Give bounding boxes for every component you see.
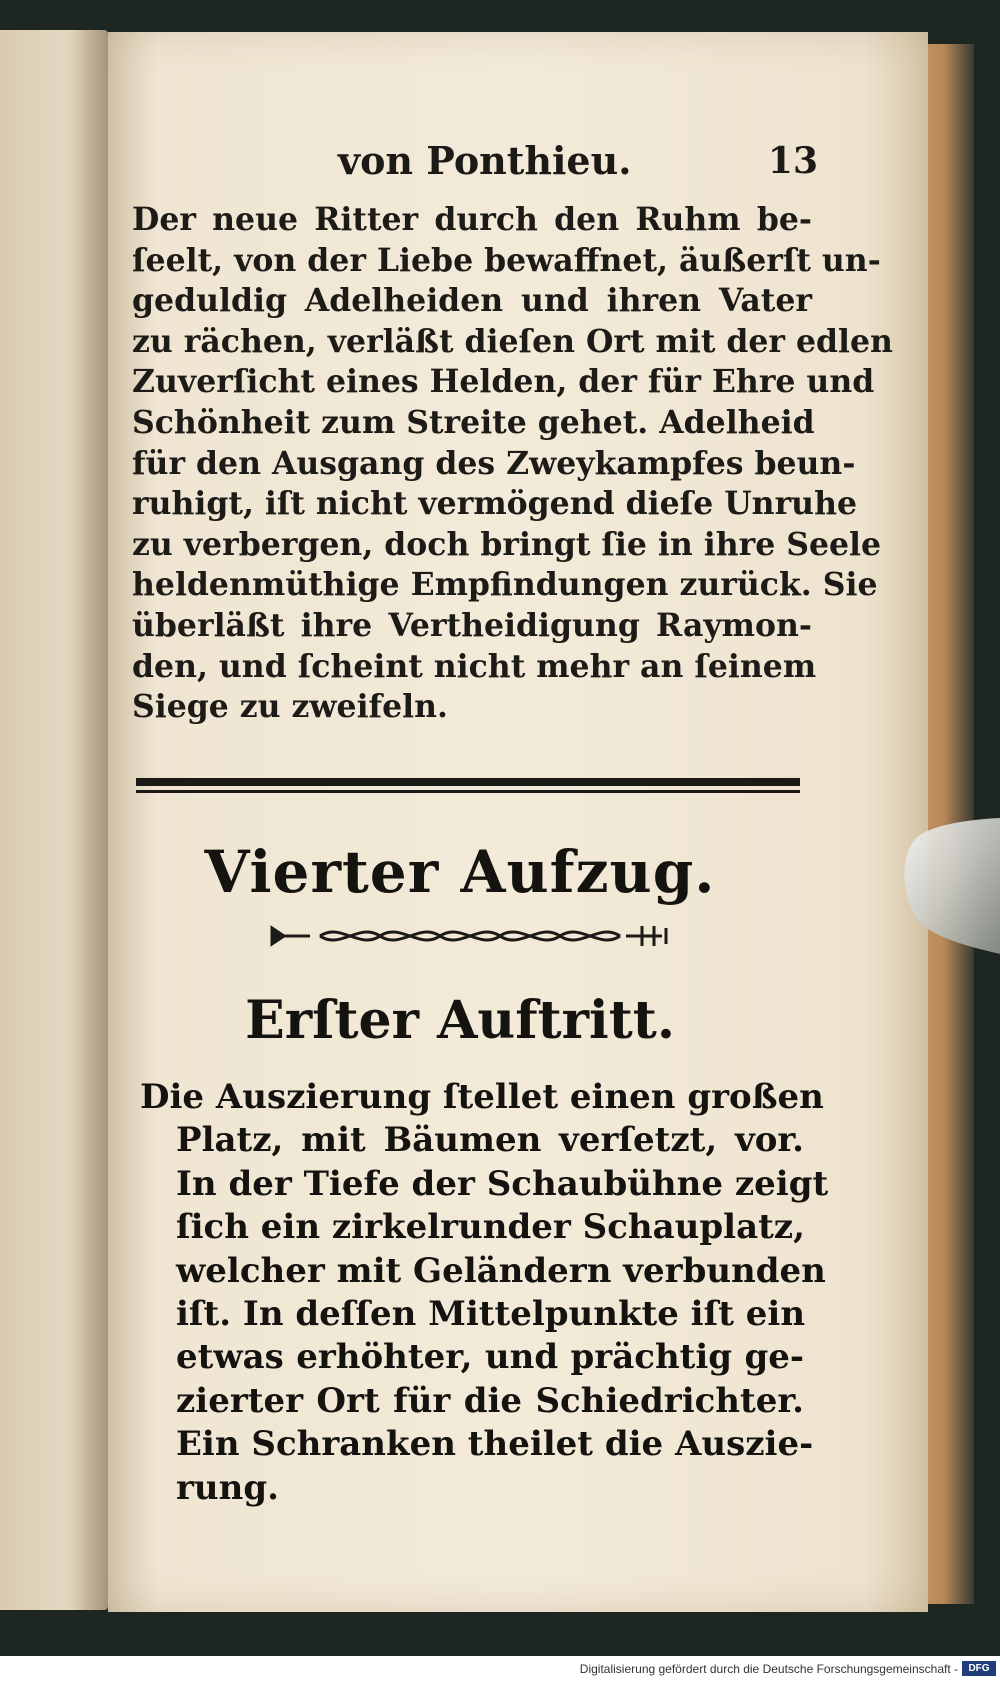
text-line: zu rächen, verläßt dieſen Ort mit der edlen	[132, 322, 893, 360]
text-line: Ein Schranken theilet die Auszie-	[176, 1424, 814, 1465]
text-line: rung.	[176, 1467, 279, 1508]
text-line: Siege zu zweifeln.	[132, 688, 448, 726]
book-gutter	[64, 30, 108, 1610]
page-header	[338, 138, 818, 188]
act-heading: Vierter Aufzug.	[204, 838, 716, 906]
text-line: für den Ausgang des Zweykampfes beun-	[132, 444, 856, 482]
text-line: Die Auszierung ſtellet einen großen	[140, 1077, 824, 1117]
funding-credit: Digitalisierung gefördert durch die Deutsche Forschungsgemeinschaft -	[579, 1662, 958, 1676]
glass-page-clip	[896, 818, 1000, 954]
text-line: Schönheit zum Streite gehet. Adelheid	[132, 403, 815, 441]
text-line: überläßt ihre Vertheidigung Raymon-	[132, 606, 812, 644]
text-line: Platz, mit Bäumen verſetzt, vor.	[176, 1120, 804, 1161]
text-line: geduldig Adelheiden und ihren Vater	[132, 282, 812, 320]
left-page-edge	[0, 30, 108, 1610]
scene-heading: Erſter Auftritt.	[245, 990, 675, 1051]
text-line: Der neue Ritter durch den Ruhm be-	[132, 201, 812, 238]
page-number: 13	[767, 140, 818, 182]
text-line: iſt. In deſſen Mittelpunkte iſt ein	[176, 1293, 806, 1334]
text-line: zierter Ort für die Schiedrichter.	[176, 1380, 804, 1421]
text-line: In der Tiefe der Schaubühne zeigt	[176, 1163, 829, 1204]
text-line: etwas erhöhter, und prächtig ge-	[176, 1337, 804, 1378]
text-line: Zuverſicht eines Helden, der für Ehre und	[132, 363, 875, 401]
dfg-logo: DFG	[962, 1661, 996, 1676]
text-line: den, und ſcheint nicht mehr an ſeinem	[132, 647, 817, 685]
section-divider-rule	[136, 778, 800, 796]
text-line: ſich ein zirkelrunder Schauplatz,	[176, 1207, 805, 1248]
text-line: heldenmüthige Empfindungen zurück. Sie	[132, 566, 878, 604]
text-line: ruhigt, iſt nicht vermögend dieſe Unruhe	[132, 485, 858, 523]
body-paragraph	[132, 200, 893, 728]
divider-thin-line	[136, 790, 800, 793]
ornament-vignette-icon	[270, 918, 678, 954]
running-title: von Ponthieu.	[338, 138, 632, 183]
text-line: zu verbergen, doch bringt ſie in ihre Seele	[132, 525, 882, 563]
text-line: ſeelt, von der Liebe bewaffnet, äußerſt un-	[132, 241, 881, 279]
stage-direction	[140, 1076, 829, 1510]
text-line: welcher mit Geländern verbunden	[176, 1250, 826, 1291]
divider-thick-line	[136, 778, 800, 786]
